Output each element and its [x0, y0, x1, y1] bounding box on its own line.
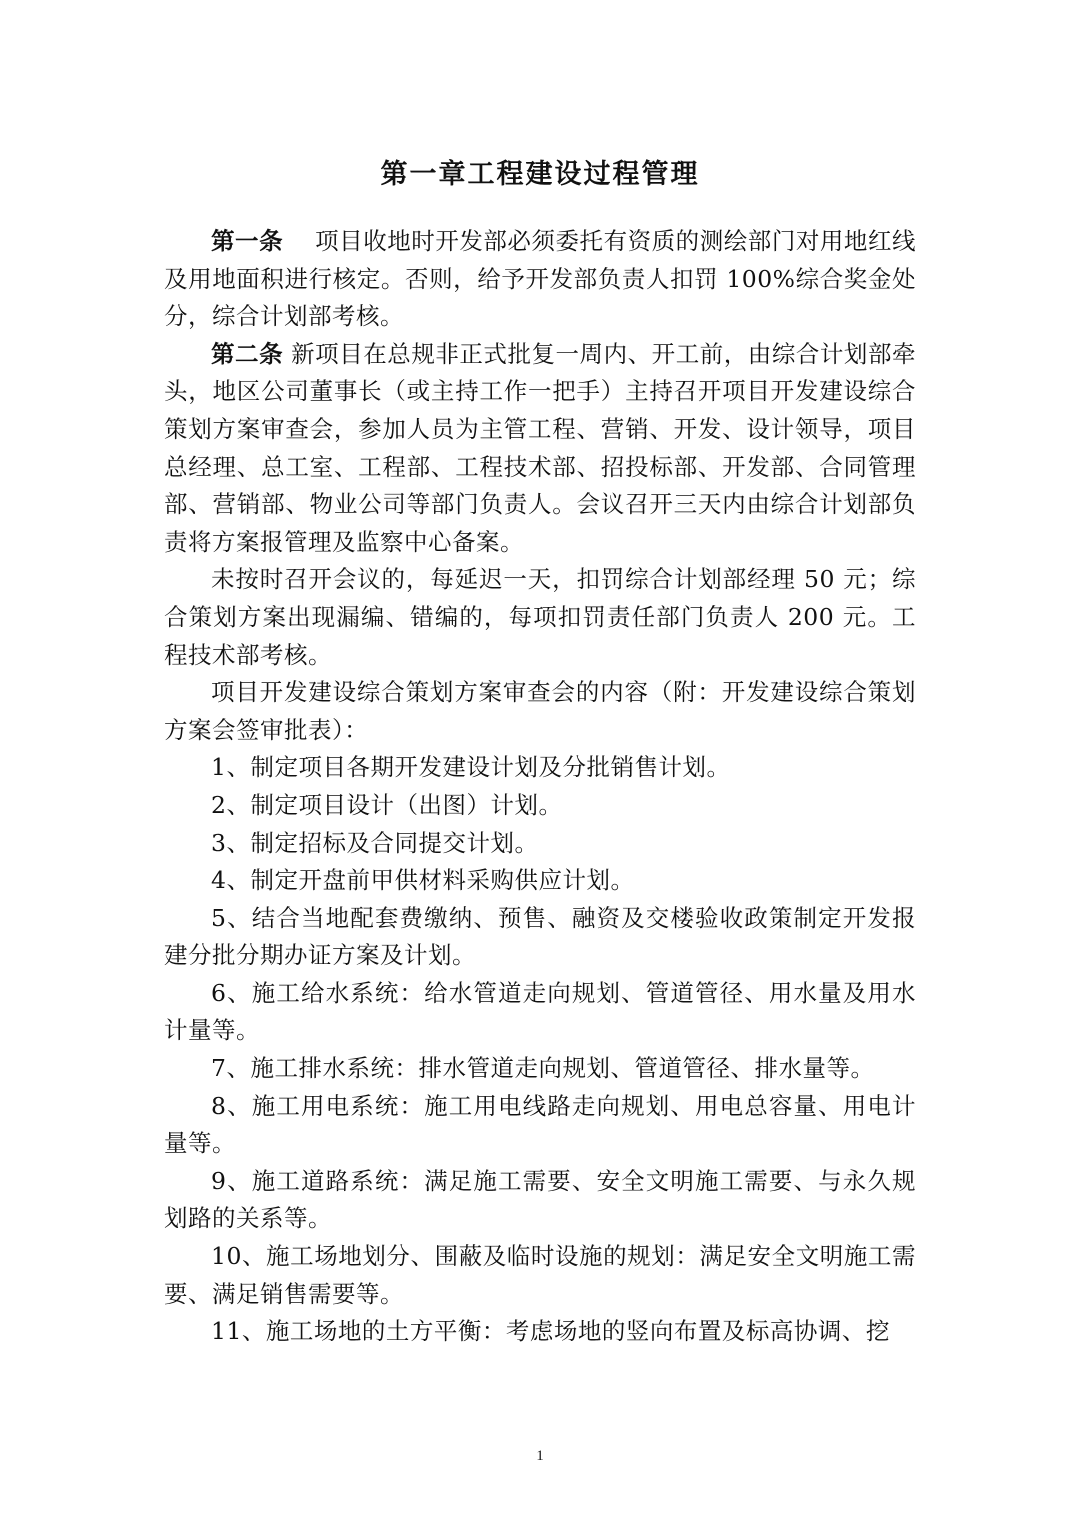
list-item: 10、施工场地划分、围蔽及临时设施的规划：满足安全文明施工需要、满足销售需要等。	[164, 1242, 916, 1308]
page-number: 1	[536, 1448, 544, 1464]
list-item: 7、施工排水系统：排水管道走向规划、管道管径、排水量等。	[211, 1054, 875, 1083]
list-item: 1、制定项目各期开发建设计划及分批销售计划。	[211, 753, 731, 782]
article-2-paragraph	[164, 336, 916, 562]
article-2-label: 第二条	[211, 339, 284, 368]
article-1-paragraph	[164, 223, 916, 336]
list-item: 6、施工给水系统：给水管道走向规划、管道管径、用水量及用水计量等。	[164, 978, 916, 1045]
contents-intro-paragraph: 项目开发建设综合策划方案审查会的内容（附：开发建设综合策划方案会签审批表）：	[164, 678, 916, 744]
list-item: 8、施工用电系统：施工用电线路走向规划、用电总容量、用电计量等。	[164, 1091, 916, 1158]
list-item: 2、制定项目设计（出图）计划。	[211, 790, 563, 819]
list-item: 4、制定开盘前甲供材料采购供应计划。	[211, 866, 635, 895]
penalty-paragraph: 未按时召开会议的，每延迟一天，扣罚综合计划部经理 50 元；综合策划方案出现漏编、错编的，每项扣罚责任部门负责人 200 元。工程技术部考核。	[164, 565, 916, 669]
list-item: 11、施工场地的土方平衡：考虑场地的竖向布置及标高协调、挖	[211, 1317, 890, 1346]
article-1-text: 项目收地时开发部必须委托有资质的测绘部门对用地红线及用地面积进行核定。否则，给予开发部负责人扣罚 100%综合奖金处分，综合计划部考核。	[164, 227, 917, 331]
list-item: 5、结合当地配套费缴纳、预售、融资及交楼验收政策制定开发报建分批分期办证方案及计划。	[164, 903, 916, 970]
article-2-text: 新项目在总规非正式批复一周内、开工前，由综合计划部牵头，地区公司董事长（或主持工作一把手）主持召开项目开发建设综合策划方案审查会，参加人员为主管工程、营销、开发、设计领导，项目总经理、总工室、工程部、工程技术部、招投标部、开发部、合同管理部、营销部、物业公司等部门负责人。会议召开三天内由综合计划部负责将方案报管理及监察中心备案。	[164, 339, 917, 556]
article-1-label: 第一条	[211, 227, 284, 255]
document-body	[164, 223, 916, 1351]
list-item: 3、制定招标及合同提交计划。	[211, 828, 539, 857]
list-item: 9、施工道路系统：满足施工需要、安全文明施工需要、与永久规划路的关系等。	[164, 1166, 916, 1233]
chapter-title: 第一章工程建设过程管理	[380, 159, 700, 190]
